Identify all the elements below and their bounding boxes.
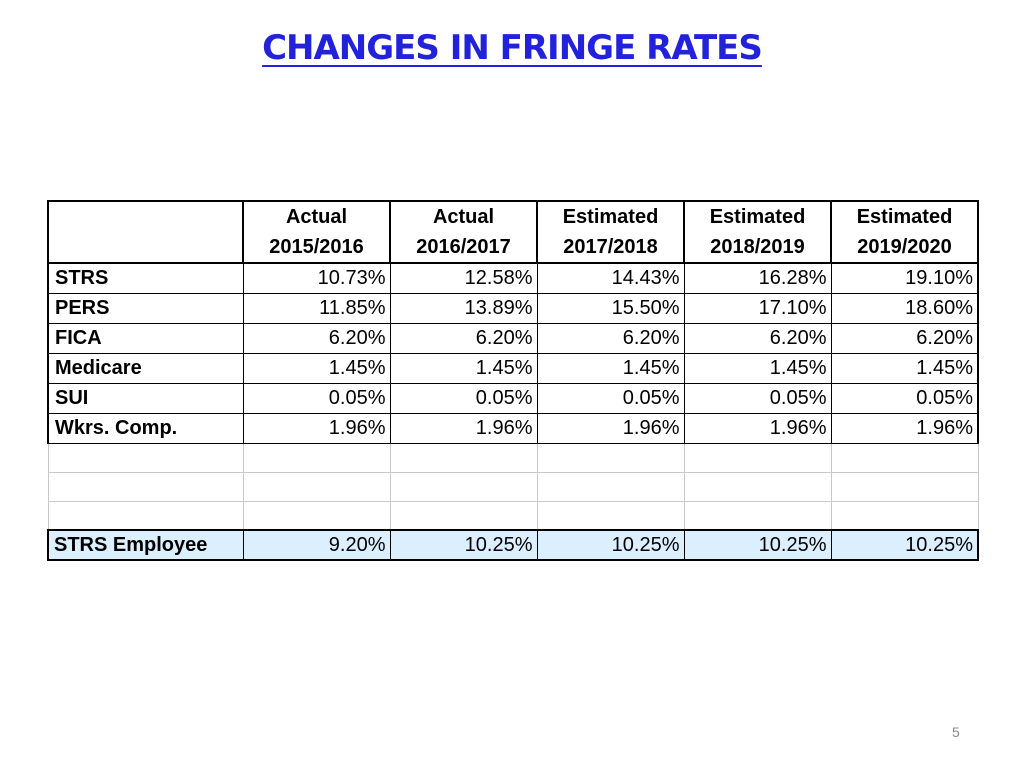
- rate-cell: 6.20%: [390, 323, 537, 353]
- blank-cell: [243, 501, 390, 530]
- blank-cell: [684, 472, 831, 501]
- blank-cell: [831, 472, 978, 501]
- row-label: STRS: [48, 263, 243, 293]
- rate-cell: 12.58%: [390, 263, 537, 293]
- column-header-year: 2018/2019: [710, 236, 805, 258]
- blank-cell: [48, 443, 243, 472]
- rate-cell: 6.20%: [537, 323, 684, 353]
- page-title: CHANGES IN FRINGE RATES: [262, 28, 762, 68]
- column-header: [831, 201, 978, 263]
- table-row: [48, 323, 978, 353]
- blank-cell: [243, 472, 390, 501]
- column-header-year: 2017/2018: [563, 236, 658, 258]
- rate-cell: 0.05%: [537, 383, 684, 413]
- rate-cell: 14.43%: [537, 263, 684, 293]
- row-label: Wkrs. Comp.: [48, 413, 243, 443]
- rate-cell: 1.45%: [243, 353, 390, 383]
- blank-row: [48, 472, 978, 501]
- blank-cell: [684, 501, 831, 530]
- rate-cell: 10.73%: [243, 263, 390, 293]
- page-number: 5: [952, 724, 960, 740]
- rate-cell: 1.96%: [831, 413, 978, 443]
- rate-cell: 0.05%: [390, 383, 537, 413]
- column-header: [390, 201, 537, 263]
- column-header-year: 2016/2017: [416, 236, 511, 258]
- row-label: Medicare: [48, 353, 243, 383]
- rate-cell: 19.10%: [831, 263, 978, 293]
- table-row: [48, 413, 978, 443]
- rate-cell: 17.10%: [684, 293, 831, 323]
- column-header-type: Actual: [432, 206, 495, 228]
- blank-cell: [390, 501, 537, 530]
- blank-cell: [48, 501, 243, 530]
- blank-cell: [243, 443, 390, 472]
- column-header-year: 2019/2020: [857, 236, 952, 258]
- row-label: FICA: [48, 323, 243, 353]
- column-header-type: Estimated: [562, 206, 659, 228]
- rate-cell: 16.28%: [684, 263, 831, 293]
- rate-cell: 9.20%: [243, 530, 390, 560]
- row-label: STRS Employee: [48, 530, 243, 560]
- rate-cell: 18.60%: [831, 293, 978, 323]
- column-header-type: Estimated: [856, 206, 953, 228]
- blank-cell: [537, 472, 684, 501]
- column-header-year: 2015/2016: [269, 236, 364, 258]
- blank-cell: [684, 443, 831, 472]
- blank-cell: [48, 472, 243, 501]
- rate-cell: 1.45%: [684, 353, 831, 383]
- rate-cell: 1.96%: [243, 413, 390, 443]
- fringe-rates-table: [47, 200, 979, 561]
- rate-cell: 6.20%: [243, 323, 390, 353]
- table-row: [48, 383, 978, 413]
- rate-cell: 13.89%: [390, 293, 537, 323]
- rate-cell: 1.96%: [684, 413, 831, 443]
- rate-cell: 10.25%: [684, 530, 831, 560]
- rate-cell: 10.25%: [537, 530, 684, 560]
- blank-cell: [831, 501, 978, 530]
- rate-cell: 6.20%: [684, 323, 831, 353]
- rate-cell: 10.25%: [831, 530, 978, 560]
- rate-cell: 0.05%: [243, 383, 390, 413]
- column-header-type: Actual: [285, 206, 348, 228]
- column-header: [537, 201, 684, 263]
- rate-cell: 1.96%: [537, 413, 684, 443]
- rate-cell: 10.25%: [390, 530, 537, 560]
- column-header: [684, 201, 831, 263]
- rate-cell: 1.45%: [831, 353, 978, 383]
- blank-cell: [831, 443, 978, 472]
- table-row: [48, 263, 978, 293]
- table-row: [48, 353, 978, 383]
- rate-cell: 6.20%: [831, 323, 978, 353]
- blank-cell: [390, 443, 537, 472]
- rate-cell: 1.96%: [390, 413, 537, 443]
- header-blank-cell: [48, 201, 243, 263]
- row-label: SUI: [48, 383, 243, 413]
- column-header: [243, 201, 390, 263]
- table-row: [48, 293, 978, 323]
- blank-row: [48, 443, 978, 472]
- blank-cell: [537, 443, 684, 472]
- blank-cell: [390, 472, 537, 501]
- rate-cell: 1.45%: [537, 353, 684, 383]
- blank-row: [48, 501, 978, 530]
- rate-cell: 1.45%: [390, 353, 537, 383]
- blank-cell: [537, 501, 684, 530]
- table-header-row: [48, 201, 978, 263]
- row-label: PERS: [48, 293, 243, 323]
- rate-cell: 15.50%: [537, 293, 684, 323]
- rate-cell: 0.05%: [684, 383, 831, 413]
- rate-cell: 11.85%: [243, 293, 390, 323]
- strs-employee-row: [48, 530, 978, 560]
- rate-cell: 0.05%: [831, 383, 978, 413]
- column-header-type: Estimated: [709, 206, 806, 228]
